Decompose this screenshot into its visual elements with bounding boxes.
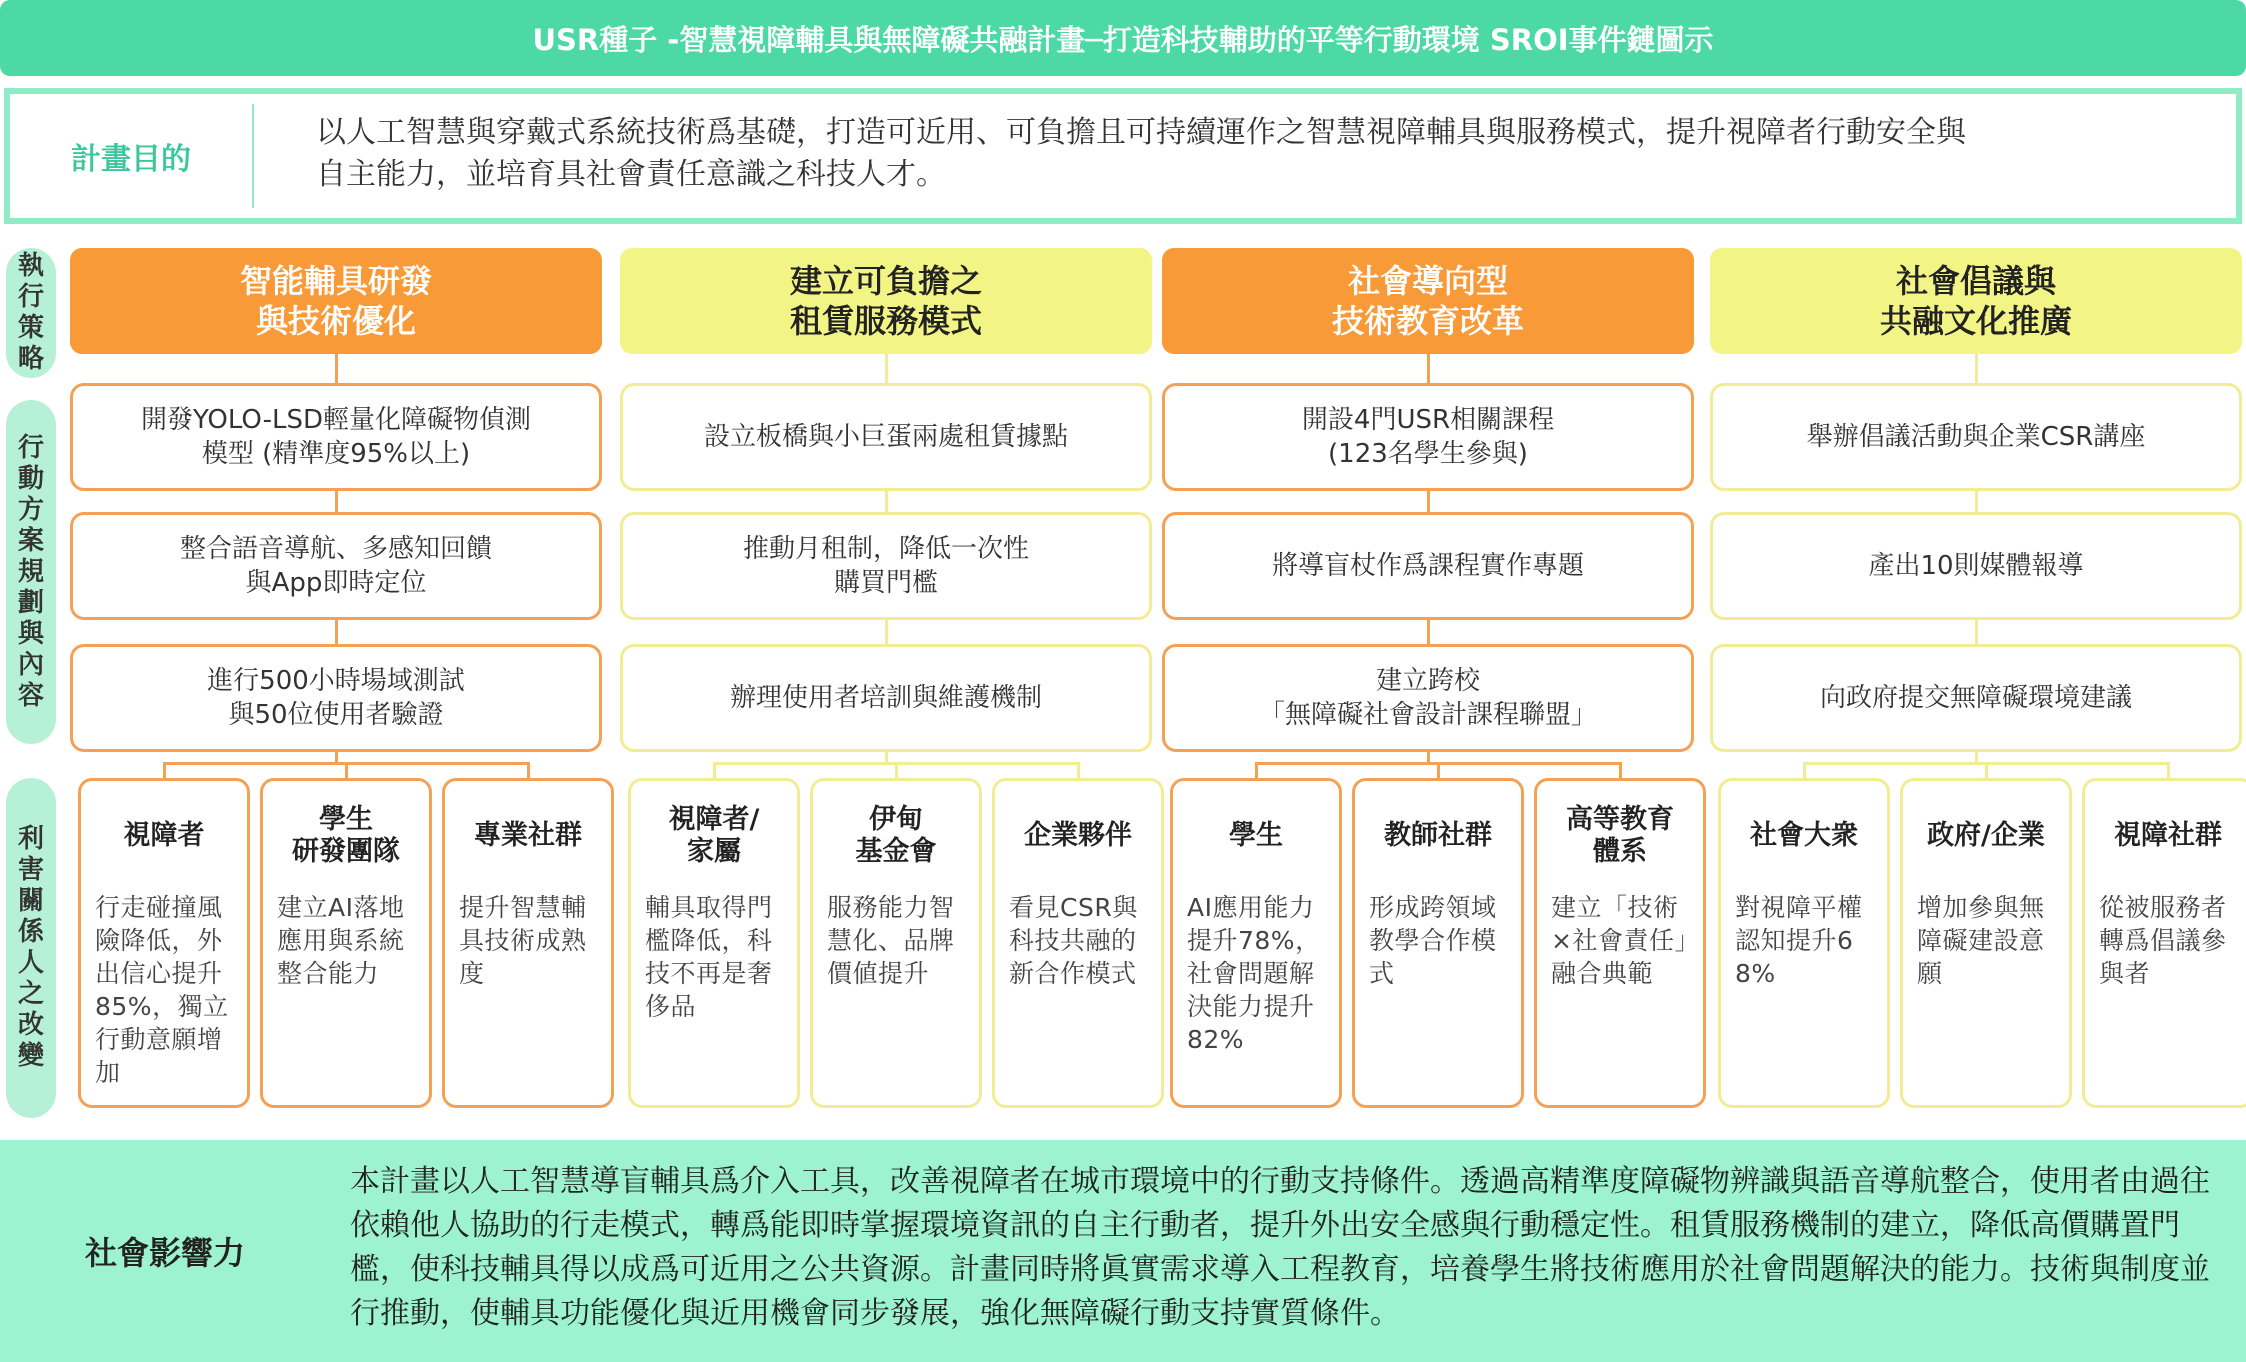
stakeholder-change: 輔具取得門檻降低，科技不再是奢侈品 [645, 893, 773, 1021]
stakeholder-name-line-1: 視障社群 [2114, 820, 2222, 851]
title-text: USR種子 -智慧視障輔具與無障礙共融計畫─打造科技輔助的平等行動環境 SROI事件鏈圖示 [532, 22, 1714, 57]
stakeholder-card [1534, 778, 1706, 1108]
stakeholder-name-line-1: 學生 [1229, 820, 1283, 851]
connector-line [1077, 762, 1080, 778]
action-box [1710, 512, 2242, 620]
action-side-text: 行動方案規劃與內容 [17, 432, 44, 711]
stakeholder-name [2085, 801, 2246, 871]
stakeholder-change: 建立「技術×社會責任」融合典範 [1551, 893, 1688, 988]
strategy-label [240, 261, 432, 341]
stakeholder-side-label [6, 778, 56, 1118]
stakeholder-name [813, 801, 979, 871]
connector-line [335, 354, 338, 383]
connector-line [885, 354, 888, 383]
action-text [1807, 420, 2146, 454]
connector-line [1803, 762, 1806, 778]
stakeholder-name [445, 801, 611, 871]
connector-line [2167, 762, 2170, 778]
connector-line [1255, 762, 1258, 778]
stakeholder-card [992, 778, 1164, 1108]
stakeholder-name-line-1: 企業夥伴 [1024, 820, 1132, 851]
action-line-2: (123名學生參與) [1328, 439, 1528, 469]
connector-line [1427, 354, 1430, 383]
stakeholder-name-line-1: 學生 [319, 804, 373, 835]
action-line-1: 推動月租制，降低一次性 [742, 534, 1029, 564]
connector-line [1985, 762, 1988, 778]
stakeholder-name-line-1: 社會大衆 [1750, 820, 1858, 851]
action-side-label [6, 400, 56, 744]
stakeholder-change: AI應用能力提升78%，社會問題解決能力提升82% [1187, 893, 1321, 1054]
stakeholder-change: 服務能力智慧化、品牌價値提升 [827, 893, 955, 988]
action-line-1: 開發YOLO-LSD輕量化障礙物偵測 [140, 405, 532, 435]
strategy-side-text: 執行策略 [17, 251, 44, 374]
purpose-divider [252, 104, 254, 208]
action-line-2: 「無障礙社會設計課程聯盟」 [1258, 700, 1597, 730]
stakeholder-change: 增加參與無障礙建設意願 [1917, 893, 2045, 988]
stakeholder-name [1537, 801, 1703, 871]
stakeholder-name [631, 801, 797, 871]
stakeholder-change: 提升智慧輔具技術成熟度 [459, 893, 587, 988]
stakeholder-name [1903, 801, 2069, 871]
stakeholder-card [442, 778, 614, 1108]
connector-line [163, 762, 166, 778]
action-text [1868, 549, 2083, 583]
purpose-text [316, 112, 2196, 196]
connector-line [527, 762, 530, 778]
stakeholder-name-line-1: 政府/企業 [1927, 820, 2045, 851]
action-box [620, 383, 1152, 491]
connector-line [885, 620, 888, 644]
action-line-1: 產出10則媒體報導 [1868, 551, 2084, 581]
connector-line [1975, 491, 1978, 512]
strategy-line-1: 社會導向型 [1347, 262, 1508, 300]
impact-panel [0, 1140, 2246, 1362]
stakeholder-name-line-2: 研發團隊 [292, 836, 400, 867]
action-box [70, 512, 602, 620]
action-line-1: 設立板橋與小巨蛋兩處租賃據點 [703, 422, 1068, 452]
strategy-box [1162, 248, 1694, 354]
strategy-line-2: 技術教育改革 [1331, 302, 1524, 340]
strategy-box [620, 248, 1152, 354]
action-box [1162, 512, 1694, 620]
action-text [1820, 681, 2132, 715]
action-text [1259, 664, 1597, 732]
action-box [1710, 383, 2242, 491]
strategy-box [70, 248, 602, 354]
action-line-2: 與App即時定位 [245, 568, 427, 598]
action-box [70, 383, 602, 491]
stakeholder-name-line-1: 視障者 [123, 820, 205, 851]
action-text [141, 403, 531, 471]
stakeholder-change: 對視障平權認知提升68% [1735, 893, 1863, 988]
connector-line [1437, 762, 1440, 778]
connector-line [1427, 491, 1430, 512]
stakeholder-name [1173, 801, 1339, 871]
purpose-line-2: 自主能力，並培育具社會責任意識之科技人才。 [316, 157, 946, 192]
stakeholder-name [995, 801, 1161, 871]
stakeholder-card [628, 778, 800, 1108]
connector-line [885, 491, 888, 512]
action-text [207, 664, 465, 732]
page-title [0, 0, 2246, 76]
strategy-label [1332, 261, 1524, 341]
strategy-line-2: 共融文化推廣 [1879, 302, 2072, 340]
action-line-1: 進行500小時場域測試 [207, 666, 465, 696]
action-line-1: 辦理使用者培訓與維護機制 [729, 683, 1042, 713]
strategy-box [1710, 248, 2242, 354]
stakeholder-change: 從被服務者轉爲倡議參與者 [2099, 893, 2227, 988]
action-text [180, 532, 492, 600]
action-line-1: 將導盲杖作爲課程實作專題 [1271, 551, 1584, 581]
stakeholder-card [260, 778, 432, 1108]
connector-line [335, 620, 338, 644]
stakeholder-card [1900, 778, 2072, 1108]
action-text [704, 420, 1068, 454]
action-box [70, 644, 602, 752]
action-line-1: 向政府提交無障礙環境建議 [1819, 683, 2132, 713]
stakeholder-card [1718, 778, 1890, 1108]
connector-line [895, 762, 898, 778]
purpose-line-1: 以人工智慧與穿戴式系統技術爲基礎，打造可近用、可負擔且可持續運作之智慧視障輔具與服務模式，提升視障者行動安全與 [316, 115, 1966, 150]
stakeholder-card [810, 778, 982, 1108]
stakeholder-change: 行走碰撞風險降低，外出信心提升85%，獨立行動意願增加 [95, 893, 229, 1087]
strategy-line-1: 智能輔具研發 [239, 262, 432, 300]
stakeholder-card [2082, 778, 2246, 1108]
action-text [1302, 403, 1554, 471]
stakeholder-name [81, 801, 247, 871]
action-box [1162, 383, 1694, 491]
stakeholder-card [1352, 778, 1524, 1108]
strategy-label [1880, 261, 2072, 341]
action-line-2: 模型 (精準度95%以上) [201, 439, 471, 469]
strategy-side-label [6, 248, 56, 378]
action-text [730, 681, 1042, 715]
stakeholder-card [1170, 778, 1342, 1108]
action-line-1: 開設4門USR相關課程 [1301, 405, 1555, 435]
action-line-1: 舉辦倡議活動與企業CSR講座 [1806, 422, 2146, 452]
action-line-2: 與50位使用者驗證 [228, 700, 444, 730]
stakeholder-name-line-2: 體系 [1593, 836, 1647, 867]
connector-line [345, 762, 348, 778]
stakeholder-name [1721, 801, 1887, 871]
connector-line [1619, 762, 1622, 778]
connector-line [1427, 620, 1430, 644]
strategy-line-1: 社會倡議與 [1895, 262, 2056, 300]
connector-line [335, 491, 338, 512]
stakeholder-change: 建立AI落地應用與系統整合能力 [277, 893, 405, 988]
connector-line [1975, 620, 1978, 644]
action-box [1162, 644, 1694, 752]
connector-line [1975, 354, 1978, 383]
stakeholder-name-line-1: 專業社群 [474, 820, 582, 851]
strategy-line-1: 建立可負擔之 [789, 262, 982, 300]
stakeholder-name-line-1: 教師社群 [1384, 820, 1492, 851]
action-text [1272, 549, 1584, 583]
action-box [620, 512, 1152, 620]
stakeholder-name-line-1: 高等教育 [1566, 804, 1674, 835]
connector-line [713, 762, 716, 778]
stakeholder-name-line-2: 家屬 [687, 836, 741, 867]
action-text [743, 532, 1029, 600]
impact-label: 社會影響力 [84, 1234, 245, 1272]
strategy-label [790, 261, 982, 341]
purpose-label: 計畫目的 [71, 142, 191, 177]
stakeholder-change: 看見CSR與科技共融的新合作模式 [1009, 893, 1138, 988]
stakeholder-side-text: 利害關係人之改變 [17, 824, 44, 1071]
stakeholder-card [78, 778, 250, 1108]
action-box [620, 644, 1152, 752]
stakeholder-name-line-1: 視障者/ [668, 804, 760, 835]
action-line-1: 建立跨校 [1375, 666, 1480, 696]
action-line-1: 整合語音導航、多感知回饋 [179, 534, 492, 564]
impact-text: 本計畫以人工智慧導盲輔具爲介入工具，改善視障者在城市環境中的行動支持條件。透過高精準度障礙物辨識與語音導航整合，使用者由過往依賴他人協助的行走模式，轉爲能即時掌握環境資訊的自主行動者，提升外出安全感與行動穩定性。租賃服務機制的建立，降低高價購置門檻，使科技輔具得以成爲可近用之公共資源。計畫同時將眞實需求導入工程教育，培養學生將技術應用於社會問題解決的能力。技術與制度並行推動，使輔具功能優化與近用機會同步發展，強化無障礙行動支持實質條件。 [350, 1164, 2210, 1331]
purpose-panel [4, 88, 2242, 224]
strategy-line-2: 與技術優化 [255, 302, 416, 340]
action-line-2: 購買門檻 [833, 568, 938, 598]
stakeholder-name [263, 801, 429, 871]
stakeholder-name-line-2: 基金會 [855, 836, 937, 867]
stakeholder-name [1355, 801, 1521, 871]
action-box [1710, 644, 2242, 752]
stakeholder-change: 形成跨領域教學合作模式 [1369, 893, 1497, 988]
strategy-line-2: 租賃服務模式 [789, 302, 982, 340]
stakeholder-name-line-1: 伊甸 [869, 804, 923, 835]
